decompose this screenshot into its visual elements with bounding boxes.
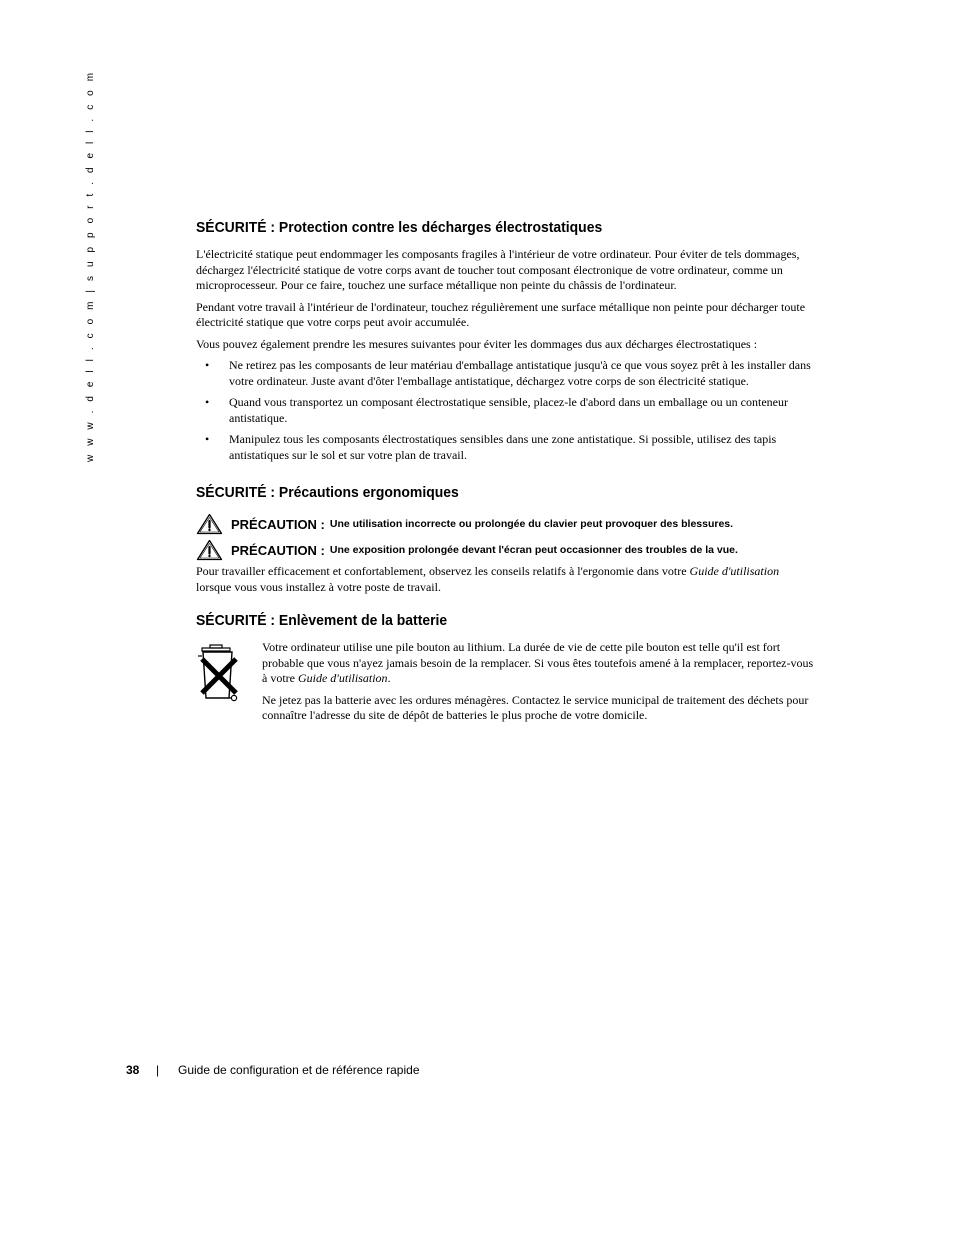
page-footer (126, 1062, 420, 1078)
ergo-text-before: Pour travailler efficacement et confortablement, observez les conseils relatifs à l'ergonomie dans votre (196, 564, 690, 578)
warning-triangle-icon (196, 539, 223, 561)
warning-triangle-icon (196, 513, 223, 535)
esd-paragraph-1: L'électricité statique peut endommager les composants fragiles à l'intérieur de votre ordinateur. Pour éviter de tels dommages, déchargez l'électricité statique de votre corps avant de toucher tout composant électronique de votre ordinateur, comme un microprocesseur. Pour ce faire, touchez une surface métallique non peinte du châssis de l'ordinateur. (196, 247, 800, 292)
ergo-text-after: lorsque vous vous installez à votre poste de travail. (196, 579, 441, 594)
battery-text-after: . (387, 671, 391, 685)
bullet-marker: • (205, 395, 210, 409)
caution-text: Une exposition prolongée devant l'écran peut occasionner des troubles de la vue. (329, 544, 738, 556)
guide-reference: Guide d'utilisation (689, 564, 780, 578)
side-url-label: w w w . d e l l . c o m | s u p p o r t . d e l l . c o m (85, 69, 96, 462)
caution-note (196, 512, 816, 536)
page-number: 38 (126, 1063, 140, 1077)
esd-paragraph-2: Pendant votre travail à l'intérieur de l'ordinateur, touchez régulièrement une surface métallique non peinte pour décharger toute électricité statique que votre corps peut avoir accumulée. (196, 299, 806, 329)
battery-text-before: Votre ordinateur utilise une pile bouton au lithium. La durée de vie de cette pile bouton est telle qu'il est fort probable que vous n'ayez jamais besoin de la remplacer. Si vous êtes toutefois amené à la remplacer, reportez-vous à votre (262, 640, 814, 685)
list-item-text: Quand vous transportez un composant électrostatique sensible, placez-le d'abord dans un emballage ou un conteneur antistatique. (229, 395, 788, 425)
guide-reference: Guide d'utilisation (297, 671, 388, 685)
bullet-marker: • (205, 358, 210, 372)
caution-label: PRÉCAUTION : (231, 516, 325, 532)
list-item (196, 358, 816, 389)
battery-paragraph-1 (262, 640, 816, 687)
section-esd-heading: SÉCURITÉ : Protection contre les décharges électrostatiques (196, 219, 603, 236)
caution-text: Une utilisation incorrecte ou prolongée du clavier peut provoquer des blessures. (329, 518, 734, 530)
footer-separator: | (156, 1063, 160, 1077)
bullet-marker: • (205, 432, 210, 446)
section-ergo-heading: SÉCURITÉ : Précautions ergonomiques (196, 484, 459, 501)
footer-title: Guide de configuration et de référence rapide (178, 1063, 420, 1077)
battery-icon-wrap (196, 640, 262, 711)
section-ergonomics (196, 483, 816, 595)
battery-paragraph-2: Ne jetez pas la batterie avec les ordures ménagères. Contactez le service municipal de traitement des déchets pour connaître l'adresse du site de dépôt de batteries le plus proche de votre domicile. (262, 692, 809, 722)
caution-label: PRÉCAUTION : (231, 542, 325, 558)
section-battery-heading: SÉCURITÉ : Enlèvement de la batterie (196, 612, 448, 629)
list-item-text: Ne retirez pas les composants de leur matériau d'emballage antistatique jusqu'à ce que vous soyez prêt à les installer dans votre ordinateur. Juste avant d'ôter l'emballage antistatique, déchargez votre corps de son électricité statique. (229, 358, 811, 388)
page-content (196, 218, 816, 730)
list-item (196, 395, 816, 426)
list-item-text: Manipulez tous les composants électrostatiques sensibles dans une zone antistatique. Si possible, utilisez des tapis antistatiques sur le sol et sur votre plan de travail. (229, 432, 777, 462)
battery-block (196, 640, 816, 730)
list-item (196, 432, 816, 463)
esd-paragraph-3: Vous pouvez également prendre les mesures suivantes pour éviter les dommages dus aux décharges électrostatiques : (196, 336, 758, 351)
crossed-out-bin-icon (196, 640, 246, 706)
section-battery (196, 611, 816, 730)
ergo-paragraph (196, 564, 816, 595)
section-esd (196, 218, 816, 463)
esd-bullet-list (196, 358, 816, 463)
battery-text (262, 640, 816, 730)
caution-note (196, 538, 816, 562)
side-url-text (84, 69, 98, 462)
